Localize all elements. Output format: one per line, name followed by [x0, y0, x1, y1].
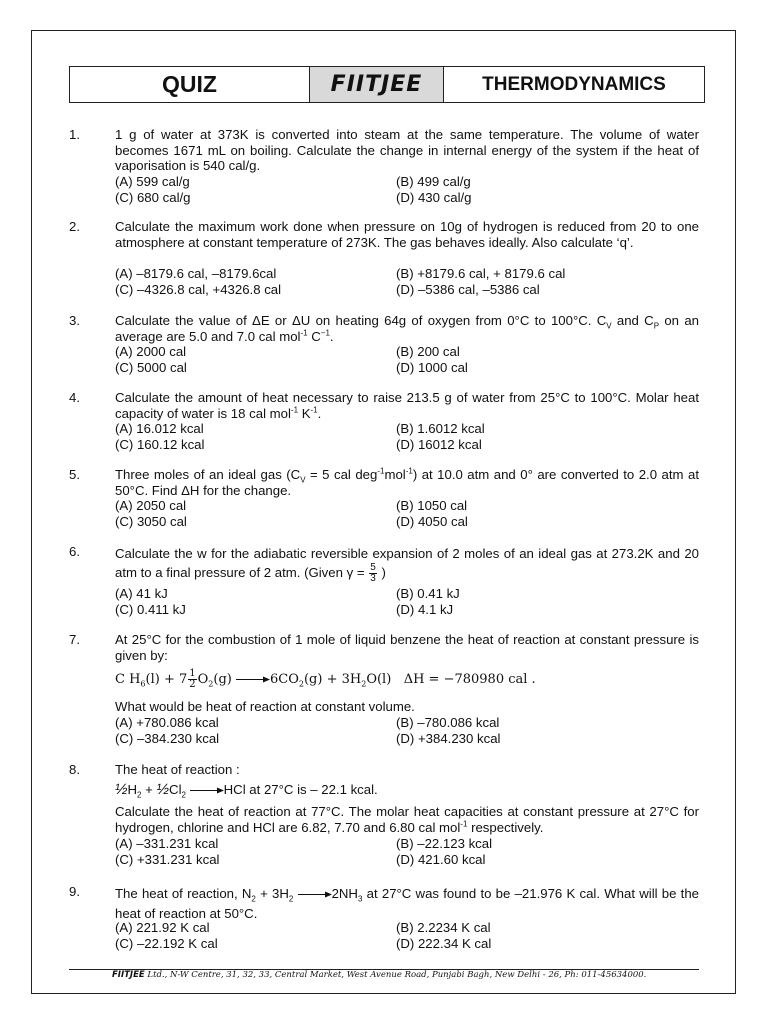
option-c[interactable]: (C) 680 cal/g — [115, 189, 191, 205]
option-a[interactable]: (A) 2000 cal — [115, 344, 187, 359]
fiitjee-logo — [310, 67, 444, 102]
question-text: The heat of reaction, $N_2 + 3H_2$ $2NH_3$ at 27°C was found to be –21.976 K cal. What will be the heat of reaction at 50°C. — [115, 886, 700, 921]
option-c[interactable]: (C) 0.411 kJ — [115, 601, 186, 617]
options — [115, 421, 699, 452]
option-c[interactable]: (C) +331.231 kcal — [115, 851, 220, 867]
options — [115, 174, 699, 205]
options — [115, 836, 699, 867]
question-text: The heat of reaction : — [115, 762, 240, 777]
option-d[interactable]: (D) +384.230 kcal — [396, 730, 501, 746]
option-a[interactable]: (A) 16.012 kcal — [115, 421, 204, 436]
question-text: Calculate the value of ΔE or ΔU on heating 64g of oxygen from 0°C to 100°C. $C_V$ and $C_P$ on an average are 5.0 and 7.0 cal mol$^{-1}$ $C^{-1}$. — [115, 313, 699, 344]
question-text: Calculate the w for the adiabatic reversible expansion of 2 moles of an ideal gas at 273.2K and 20 atm to a final pressure of 2 atm. (Given γ = $\frac{5}{3}$ ) — [115, 546, 699, 585]
options — [115, 920, 699, 951]
option-a[interactable]: (A) –331.231 kcal — [115, 836, 219, 851]
question-text: Calculate the maximum work done when pressure on 10g of hydrogen is reduced from 20 to one atmosphere at constant temperature of 273K. The gas behaves ideally. Also calculate ‘q’. — [115, 219, 699, 250]
question-text: Calculate the amount of heat necessary to raise 213.5 g of water from 25°C to 100°C. Molar heat capacity of water is 18 cal mol$^{-1}$ $K^{-1}$. — [115, 390, 699, 421]
option-c[interactable]: (C) 3050 cal — [115, 513, 187, 529]
option-d[interactable]: (D) –5386 cal, –5386 cal — [396, 281, 540, 297]
option-b[interactable]: (B) 0.41 kJ — [396, 586, 460, 601]
option-b[interactable]: (B) 1050 cal — [396, 498, 468, 513]
question-number: 3. — [69, 313, 80, 328]
option-b[interactable]: (B) 1.6012 kcal — [396, 421, 485, 436]
question-text: At 25°C for the combustion of 1 mole of liquid benzene the heat of reaction at constant pressure is given by: — [115, 632, 699, 663]
hcl-formation-equation: $\frac{1}{2}H_2$ + $\frac{1}{2}Cl_2$ HCl at 27°C is – 22.1 kcal. — [115, 781, 378, 800]
options — [115, 344, 699, 375]
option-d[interactable]: (D) 16012 kcal — [396, 436, 482, 452]
quiz-header — [69, 66, 705, 103]
options — [115, 498, 699, 529]
footer-brand: FIITJEE — [112, 970, 145, 980]
option-b[interactable]: (B) –22.123 kcal — [396, 836, 493, 851]
option-c[interactable]: (C) 5000 cal — [115, 359, 187, 375]
gamma-fraction: $\frac{5}{3}$ — [370, 562, 376, 585]
question-number: 7. — [69, 632, 80, 647]
option-c[interactable]: (C) –22.192 K cal — [115, 935, 218, 951]
option-d[interactable]: (D) 1000 cal — [396, 359, 468, 375]
question-number: 5. — [69, 467, 80, 482]
question-number: 9. — [69, 884, 80, 899]
logo-text: FIITJEE — [330, 72, 423, 97]
option-a[interactable]: (A) 41 kJ — [115, 586, 168, 601]
option-a[interactable]: (A) 2050 cal — [115, 498, 187, 513]
question-text: Three moles of an ideal gas ($C_V = 5$ cal deg$^{-1}$mol$^{-1}$) at 10.0 atm and 0° are converted to 2.0 atm at 50°C. Find ΔH for the change. — [115, 466, 699, 498]
question-text-continued: What would be heat of reaction at constant volume. — [115, 699, 415, 714]
option-b[interactable]: (B) +8179.6 cal, + 8179.6 cal — [396, 266, 566, 281]
header-quiz-label: QUIZ — [70, 67, 310, 102]
option-c[interactable]: (C) –384.230 kcal — [115, 730, 220, 746]
option-c[interactable]: (C) –4326.8 cal, +4326.8 cal — [115, 281, 282, 297]
question-text: 1 g of water at 373K is converted into steam at the same temperature. The volume of water becomes 1671 mL on boiling. Calculate the change in internal energy of the system if the heat of vaporisation is 540 cal/g. — [115, 127, 699, 174]
footer-text: Ltd., N-W Centre, 31, 32, 33, Central Market, West Avenue Road, Punjabi Bagh, New Delhi - 26, Ph: 011-45634000. — [147, 970, 647, 980]
reaction-arrow-icon — [236, 675, 270, 684]
reaction-arrow-icon — [298, 890, 332, 899]
question-number: 4. — [69, 390, 80, 405]
header-topic: THERMODYNAMICS — [482, 73, 666, 95]
question-number: 6. — [69, 544, 80, 559]
option-b[interactable]: (B) 200 cal — [396, 344, 460, 359]
option-d[interactable]: (D) 430 cal/g — [396, 189, 472, 205]
option-d[interactable]: (D) 4.1 kJ — [396, 601, 454, 617]
option-a[interactable]: (A) +780.086 kcal — [115, 715, 219, 730]
options — [115, 266, 699, 297]
option-a[interactable]: (A) 221.92 K cal — [115, 920, 210, 935]
option-a[interactable]: (A) 599 cal/g — [115, 174, 190, 189]
reaction-arrow-icon — [190, 786, 224, 795]
question-number: 2. — [69, 219, 80, 234]
question-number: 1. — [69, 127, 80, 142]
footer-address — [112, 970, 646, 980]
options — [115, 586, 699, 617]
option-b[interactable]: (B) 2.2234 K cal — [396, 920, 491, 935]
option-b[interactable]: (B) 499 cal/g — [396, 174, 471, 189]
option-b[interactable]: (B) –780.086 kcal — [396, 715, 500, 730]
question-number: 8. — [69, 762, 80, 777]
options — [115, 715, 699, 746]
option-a[interactable]: (A) –8179.6 cal, –8179.6cal — [115, 266, 277, 281]
option-c[interactable]: (C) 160.12 kcal — [115, 436, 205, 452]
option-d[interactable]: (D) 222.34 K cal — [396, 935, 492, 951]
benzene-combustion-equation: C $H_6(l) + 7$ $\frac{1}{2}$ $O_2(g) 6CO_2(g) + 3H_2O(l)$ ΔH = −780980 cal . — [115, 668, 536, 690]
option-d[interactable]: (D) 4050 cal — [396, 513, 468, 529]
option-d[interactable]: (D) 421.60 kcal — [396, 851, 486, 867]
question-text-continued: Calculate the heat of reaction at 77°C. The molar heat capacities at constant pressure at 27°C for hydrogen, chlorine and HCl are 6.82, 7.70 and 6.80 cal mol$^{-1}$ respectively. — [115, 804, 699, 835]
